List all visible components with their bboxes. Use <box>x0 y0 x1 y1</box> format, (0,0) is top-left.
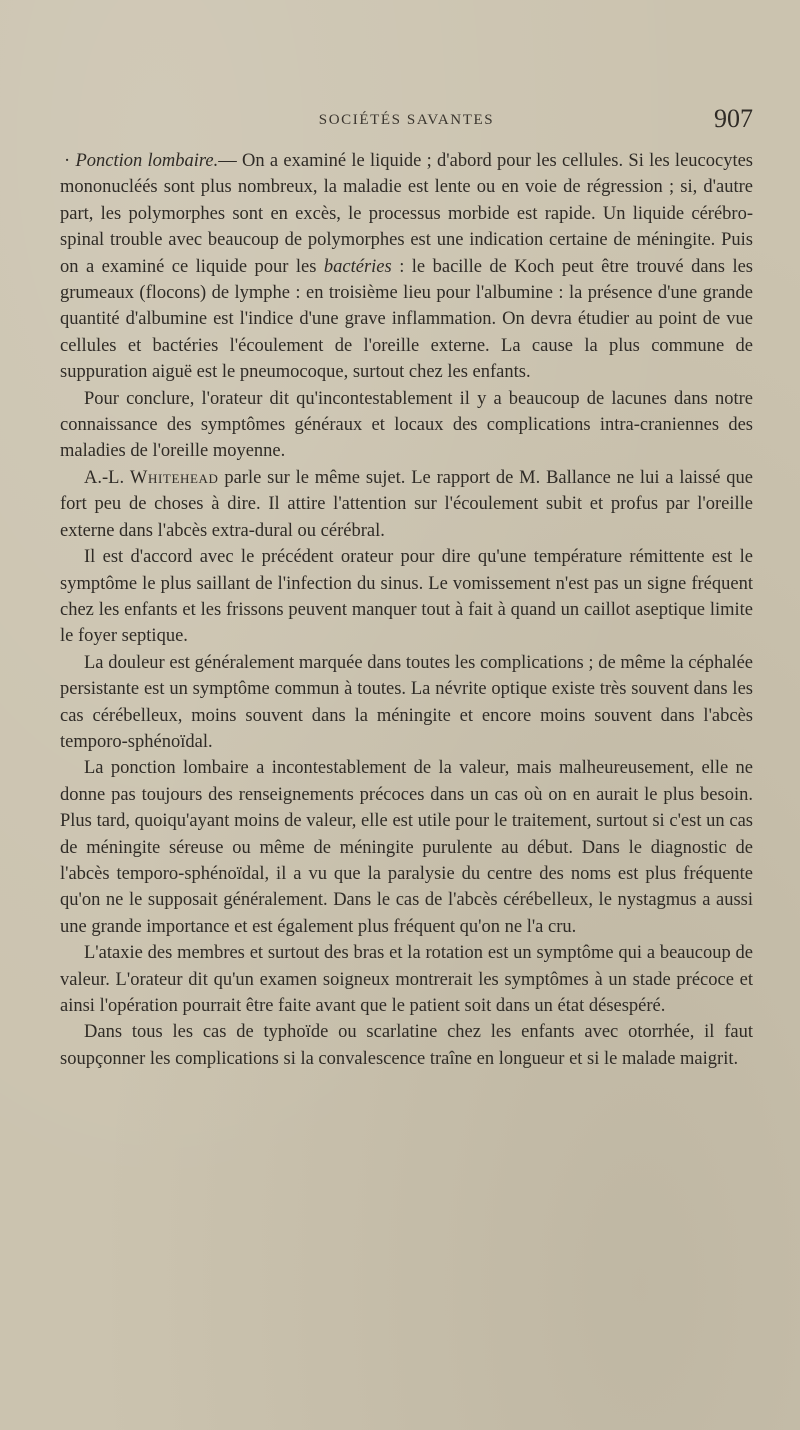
paragraph-douleur: La douleur est généralement marquée dans toutes les complications ; de même la céphalée persistante est un symptôme commun à toutes. La névrite optique existe très souvent dans les cas cérébelleux, moins souvent dans la méningite et encore moins souvent dans l'abcès temporo-sphénoïdal. <box>60 652 753 752</box>
speaker-initials: A.-L. <box>84 467 125 488</box>
paragraph-whitehead <box>60 465 753 544</box>
body-text <box>60 148 753 1072</box>
running-head <box>60 104 753 138</box>
paragraph-ponction: La ponction lombaire a incontestablement de la valeur, mais malheureusement, elle ne donne pas toujours des renseignements précoces dans un cas où on en aurait le plus besoin. Plus tard, quoiqu'ayant moins de valeur, elle est utile pour le traitement, surtout si c'est un cas de méningite séreuse ou même de méningite purulente au début. Dans le diagnostic de l'abcès temporo-sphénoïdal, il a vu que la paralysie du centre des noms est plus fréquente qu'on ne le supposait généralement. Dans le cas de l'abcès cérébelleux, le nystagmus a aussi une grande importance et est également plus fréquent qu'on ne l'a cru. <box>60 758 753 937</box>
italic-term: bactéries <box>323 256 392 277</box>
paragraph-ataxie: L'ataxie des membres et surtout des bras et la rotation est un symptôme qui a beaucoup de valeur. L'orateur dit qu'un examen soigneux montrerait les symptômes à un stade précoce et ainsi l'opération pourrait être faite avant que le patient soit dans un état désespéré. <box>60 943 753 1016</box>
paragraph-text: : le bacille de Koch peut être trouvé dans les grumeaux (flocons) de lymphe : en troisième lieu pour l'albumine : la présence d'une grande quantité d'albumine est l'indice d'une grave inflammation. On devra étudier au point de vue cellules et bactéries l'écoulement de l'oreille externe. La cause la plus commune de suppuration aiguë est le pneumocoque, surtout chez les enfants. <box>60 256 754 383</box>
lead-marker: · <box>64 151 71 171</box>
speaker-name: Whitehead <box>129 467 219 488</box>
paragraph-typhoide: Dans tous les cas de typhoïde ou scarlatine chez les enfants avec otorrhée, il faut soupçonner les complications si la convalescence traîne en longueur et si le malade maigrit. <box>60 1022 753 1069</box>
page-number: 907 <box>714 104 753 133</box>
section-heading-italic: Ponction lombaire. <box>75 151 219 171</box>
paragraph-temperature: Il est d'accord avec le précédent orateur pour dire qu'une température rémittente est le symptôme le plus saillant de l'infection du sinus. Le vomissement n'est pas un signe fréquent chez les enfants et les frissons peuvent manquer tout à fait à quand un caillot aseptique limite le foyer septique. <box>60 547 753 647</box>
running-title: SOCIÉTÉS SAVANTES <box>318 112 495 128</box>
paragraph-text: parle sur le même sujet. Le rapport de M. Ballance ne lui a laissé que fort peu de choses à dire. Il attire l'attention sur l'écoulement subit et profus par l'oreille externe dans l'abcès extra-dural ou cérébral. <box>60 467 754 541</box>
paragraph-text: — On a examiné le liquide ; d'abord pour les cellules. Si les leucocytes mononucléés sont plus nombreux, la maladie est lente ou en voie de régression ; si, d'autre part, les polymorphes sont en excès, le processus morbide est rapide. Un liquide cérébro-spinal trouble avec beaucoup de polymorphes est une indication certaine de méningite. Puis on a examiné ce liquide pour les <box>60 151 754 277</box>
paragraph-ponction-lombaire <box>60 148 753 386</box>
paragraph-conclusion: Pour conclure, l'orateur dit qu'incontestablement il y a beaucoup de lacunes dans notre connaissance des symptômes généraux et locaux des complications intra-craniennes des maladies de l'oreille moyenne. <box>60 388 753 462</box>
